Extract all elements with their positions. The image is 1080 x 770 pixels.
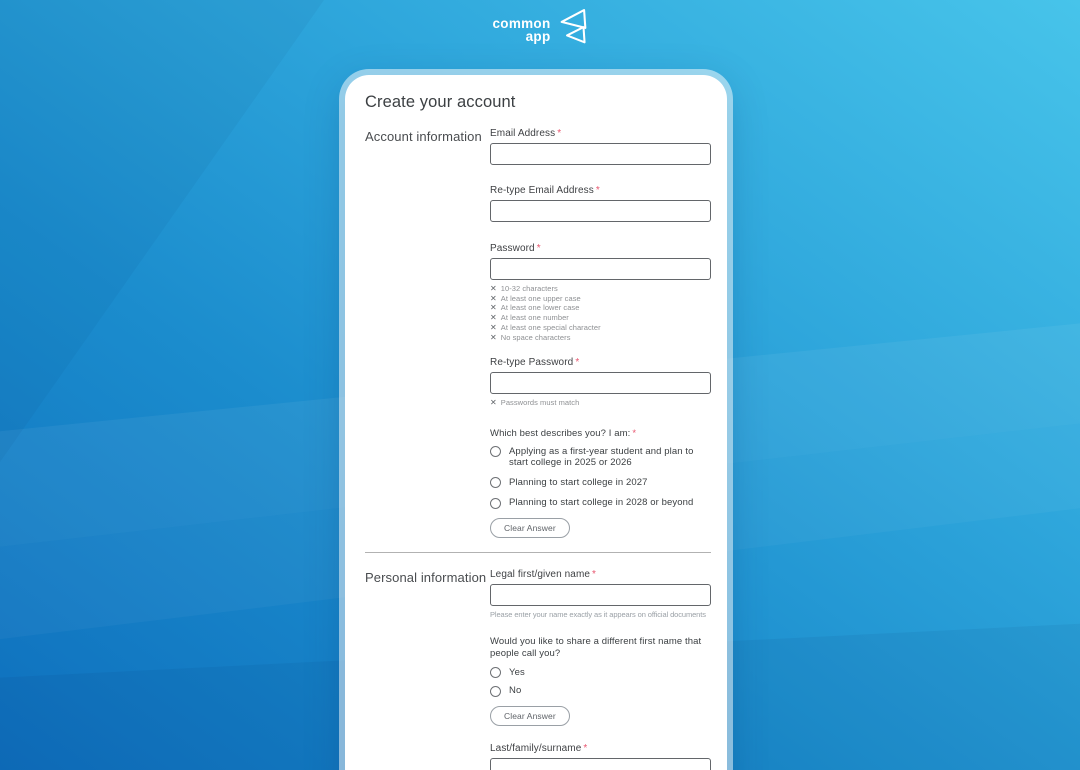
first-name-group [490, 569, 711, 620]
cross-icon: ✕ [490, 313, 497, 323]
last-name-group [490, 743, 711, 770]
password-label: Password [490, 243, 535, 254]
first-name-label: Legal first/given name [490, 568, 591, 580]
common-app-logo [0, 8, 1080, 48]
password-rule: ✕ 10-32 characters [490, 284, 558, 293]
section-divider [365, 552, 711, 553]
required-asterisk: * [592, 568, 597, 580]
password-rules-list [490, 284, 711, 342]
retype-password-input[interactable] [490, 372, 711, 394]
password-rule: ✕ No space characters [490, 332, 571, 342]
email-group [490, 128, 711, 165]
different-name-question: Would you like to share a different first name that people call you? [490, 635, 702, 659]
cross-icon: ✕ [490, 293, 497, 303]
logo-word-bottom: app [525, 29, 551, 44]
passwords-match-rule: ✕ Passwords must match [490, 398, 580, 408]
retype-email-group [490, 185, 711, 222]
different-name-group [490, 636, 711, 726]
describe-question: Which best describes you? I am: [490, 427, 631, 439]
required-asterisk: * [557, 128, 562, 139]
last-name-label: Last/family/surname [490, 742, 582, 754]
required-asterisk: * [632, 427, 637, 439]
radio-button[interactable] [490, 686, 501, 697]
describe-question-group [490, 428, 711, 538]
required-asterisk: * [575, 357, 580, 369]
logo-word-top: common [492, 16, 551, 31]
retype-email-label: Re-type Email Address [490, 185, 594, 196]
retype-password-group [490, 357, 711, 408]
password-group [490, 243, 711, 342]
cross-icon: ✕ [490, 284, 497, 293]
describe-radio-group [490, 446, 711, 509]
retype-password-label: Re-type Password [490, 357, 574, 369]
page-title: Create your account [365, 93, 516, 111]
email-input[interactable] [490, 143, 711, 165]
cross-icon: ✕ [490, 322, 497, 332]
personal-information-section [365, 569, 711, 770]
required-asterisk: * [583, 742, 588, 754]
logo-wordmark [492, 17, 550, 43]
required-asterisk: * [536, 243, 541, 254]
radio-button[interactable] [490, 498, 501, 509]
radio-option-2027[interactable]: Planning to start college in 2027 [490, 477, 711, 489]
radio-option-yes[interactable]: Yes [490, 667, 711, 679]
password-rule: ✕ At least one lower case [490, 303, 580, 313]
password-input[interactable] [490, 258, 711, 280]
email-label: Email Address [490, 128, 556, 139]
required-asterisk: * [595, 185, 600, 196]
clear-answer-button[interactable]: Clear Answer [490, 518, 570, 538]
cross-icon: ✕ [490, 303, 497, 313]
personal-section-label: Personal information [365, 569, 487, 585]
cross-icon: ✕ [490, 332, 497, 342]
create-account-card [345, 75, 727, 770]
first-name-input[interactable] [490, 584, 711, 606]
radio-option-2028-beyond[interactable]: Planning to start college in 2028 or beyond [490, 497, 711, 509]
account-information-section [365, 128, 711, 538]
retype-email-input[interactable] [490, 200, 711, 222]
common-app-flag-icon [554, 8, 588, 48]
first-name-helper: Please enter your name exactly as it appears on official documents [490, 609, 706, 619]
radio-option-no[interactable]: No [490, 685, 711, 697]
password-rule: ✕ At least one number [490, 313, 569, 323]
last-name-input[interactable] [490, 758, 711, 770]
cross-icon: ✕ [490, 398, 497, 408]
radio-button[interactable] [490, 667, 501, 678]
clear-answer-button[interactable]: Clear Answer [490, 706, 570, 726]
radio-button[interactable] [490, 477, 501, 488]
password-rule: ✕ At least one upper case [490, 293, 581, 303]
radio-option-first-year[interactable]: Applying as a first-year student and plan to start college in 2025 or 2026 [490, 446, 711, 468]
different-name-radio-group [490, 667, 711, 697]
account-section-label: Account information [365, 129, 482, 144]
password-rule: ✕ At least one special character [490, 322, 601, 332]
radio-button[interactable] [490, 446, 501, 457]
